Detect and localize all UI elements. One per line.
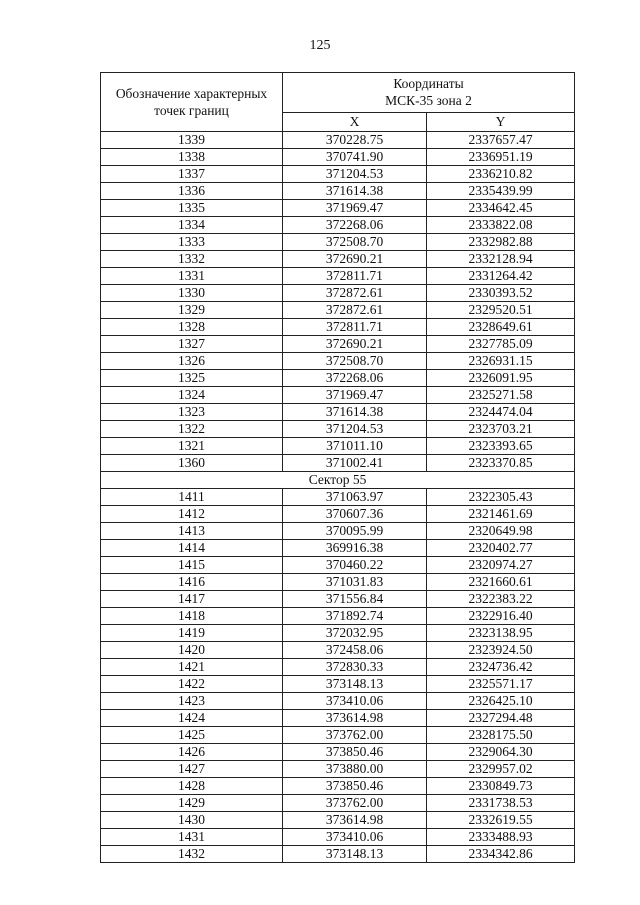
table-row bbox=[101, 608, 575, 625]
y-coordinate-cell: 2328649.61 bbox=[427, 319, 575, 336]
y-coordinate-cell: 2321660.61 bbox=[427, 574, 575, 591]
table-row bbox=[101, 710, 575, 727]
point-id-cell: 1419 bbox=[101, 625, 283, 642]
table-row bbox=[101, 812, 575, 829]
table-row bbox=[101, 149, 575, 166]
point-id-cell: 1417 bbox=[101, 591, 283, 608]
table-row bbox=[101, 183, 575, 200]
y-coordinate-cell: 2330393.52 bbox=[427, 285, 575, 302]
point-id-cell: 1430 bbox=[101, 812, 283, 829]
point-id-cell: 1431 bbox=[101, 829, 283, 846]
point-id-cell: 1426 bbox=[101, 744, 283, 761]
y-coordinate-cell: 2323138.95 bbox=[427, 625, 575, 642]
x-column-header: X bbox=[283, 112, 427, 131]
y-coordinate-cell: 2326091.95 bbox=[427, 370, 575, 387]
y-coordinate-cell: 2320974.27 bbox=[427, 557, 575, 574]
x-coordinate-cell: 371614.38 bbox=[283, 183, 427, 200]
table-row bbox=[101, 370, 575, 387]
x-coordinate-cell: 370095.99 bbox=[283, 523, 427, 540]
point-id-cell: 1418 bbox=[101, 608, 283, 625]
table-body-top bbox=[101, 132, 575, 472]
point-id-cell: 1327 bbox=[101, 336, 283, 353]
point-id-cell: 1427 bbox=[101, 761, 283, 778]
x-coordinate-cell: 373410.06 bbox=[283, 829, 427, 846]
y-coordinate-cell: 2322305.43 bbox=[427, 489, 575, 506]
y-coordinate-cell: 2320649.98 bbox=[427, 523, 575, 540]
point-id-cell: 1424 bbox=[101, 710, 283, 727]
y-coordinate-cell: 2333488.93 bbox=[427, 829, 575, 846]
coordinates-table bbox=[100, 72, 575, 863]
point-id-cell: 1328 bbox=[101, 319, 283, 336]
x-coordinate-cell: 373762.00 bbox=[283, 795, 427, 812]
sector-row bbox=[101, 472, 575, 489]
y-coordinate-cell: 2326931.15 bbox=[427, 353, 575, 370]
point-id-cell: 1337 bbox=[101, 166, 283, 183]
table-row bbox=[101, 829, 575, 846]
table-row bbox=[101, 761, 575, 778]
x-coordinate-cell: 372830.33 bbox=[283, 659, 427, 676]
point-id-cell: 1415 bbox=[101, 557, 283, 574]
point-id-cell: 1412 bbox=[101, 506, 283, 523]
y-coordinate-cell: 2327294.48 bbox=[427, 710, 575, 727]
y-coordinate-cell: 2325571.17 bbox=[427, 676, 575, 693]
table-row bbox=[101, 438, 575, 455]
table-row bbox=[101, 336, 575, 353]
table-row bbox=[101, 642, 575, 659]
point-id-cell: 1322 bbox=[101, 421, 283, 438]
x-coordinate-cell: 371204.53 bbox=[283, 421, 427, 438]
x-coordinate-cell: 373850.46 bbox=[283, 744, 427, 761]
point-id-cell: 1339 bbox=[101, 132, 283, 149]
x-coordinate-cell: 371614.38 bbox=[283, 404, 427, 421]
table-row bbox=[101, 166, 575, 183]
table-row bbox=[101, 557, 575, 574]
point-id-cell: 1411 bbox=[101, 489, 283, 506]
y-coordinate-cell: 2332128.94 bbox=[427, 251, 575, 268]
x-coordinate-cell: 373148.13 bbox=[283, 846, 427, 863]
x-coordinate-cell: 371031.83 bbox=[283, 574, 427, 591]
point-id-cell: 1330 bbox=[101, 285, 283, 302]
point-id-cell: 1324 bbox=[101, 387, 283, 404]
y-coordinate-cell: 2331264.42 bbox=[427, 268, 575, 285]
coordinates-header bbox=[283, 73, 575, 113]
x-coordinate-cell: 372268.06 bbox=[283, 370, 427, 387]
x-coordinate-cell: 373148.13 bbox=[283, 676, 427, 693]
table-row bbox=[101, 574, 575, 591]
table-row bbox=[101, 302, 575, 319]
x-coordinate-cell: 372508.70 bbox=[283, 234, 427, 251]
x-coordinate-cell: 370741.90 bbox=[283, 149, 427, 166]
table-row bbox=[101, 625, 575, 642]
y-coordinate-cell: 2334342.86 bbox=[427, 846, 575, 863]
point-id-cell: 1414 bbox=[101, 540, 283, 557]
point-id-cell: 1333 bbox=[101, 234, 283, 251]
table-row bbox=[101, 676, 575, 693]
point-id-cell: 1413 bbox=[101, 523, 283, 540]
point-id-cell: 1416 bbox=[101, 574, 283, 591]
x-coordinate-cell: 373762.00 bbox=[283, 727, 427, 744]
point-id-cell: 1425 bbox=[101, 727, 283, 744]
coordinate-system-label: МСК-35 зона 2 bbox=[385, 93, 472, 109]
x-coordinate-cell: 373850.46 bbox=[283, 778, 427, 795]
x-coordinate-cell: 372811.71 bbox=[283, 268, 427, 285]
table-row bbox=[101, 744, 575, 761]
y-coordinate-cell: 2336210.82 bbox=[427, 166, 575, 183]
y-column-header: Y bbox=[427, 112, 575, 131]
y-coordinate-cell: 2323393.65 bbox=[427, 438, 575, 455]
table-row bbox=[101, 217, 575, 234]
x-coordinate-cell: 373880.00 bbox=[283, 761, 427, 778]
x-coordinate-cell: 371204.53 bbox=[283, 166, 427, 183]
point-id-cell: 1329 bbox=[101, 302, 283, 319]
point-id-cell: 1326 bbox=[101, 353, 283, 370]
table-row bbox=[101, 353, 575, 370]
x-coordinate-cell: 371556.84 bbox=[283, 591, 427, 608]
y-coordinate-cell: 2335439.99 bbox=[427, 183, 575, 200]
table-row bbox=[101, 319, 575, 336]
y-coordinate-cell: 2327785.09 bbox=[427, 336, 575, 353]
coordinates-title: Координаты bbox=[393, 76, 464, 92]
x-coordinate-cell: 372690.21 bbox=[283, 251, 427, 268]
table-row bbox=[101, 387, 575, 404]
y-coordinate-cell: 2324736.42 bbox=[427, 659, 575, 676]
y-coordinate-cell: 2329520.51 bbox=[427, 302, 575, 319]
table-row bbox=[101, 200, 575, 217]
y-coordinate-cell: 2322383.22 bbox=[427, 591, 575, 608]
point-id-cell: 1360 bbox=[101, 455, 283, 472]
x-coordinate-cell: 372811.71 bbox=[283, 319, 427, 336]
point-id-cell: 1428 bbox=[101, 778, 283, 795]
table-body-bottom bbox=[101, 489, 575, 863]
point-id-cell: 1321 bbox=[101, 438, 283, 455]
y-coordinate-cell: 2331738.53 bbox=[427, 795, 575, 812]
table-row bbox=[101, 727, 575, 744]
table-row bbox=[101, 251, 575, 268]
sector-label: Сектор 55 bbox=[101, 472, 575, 489]
y-coordinate-cell: 2326425.10 bbox=[427, 693, 575, 710]
x-coordinate-cell: 371969.47 bbox=[283, 387, 427, 404]
y-coordinate-cell: 2337657.47 bbox=[427, 132, 575, 149]
y-coordinate-cell: 2329064.30 bbox=[427, 744, 575, 761]
x-coordinate-cell: 371011.10 bbox=[283, 438, 427, 455]
table-row bbox=[101, 778, 575, 795]
point-id-cell: 1422 bbox=[101, 676, 283, 693]
point-id-cell: 1421 bbox=[101, 659, 283, 676]
point-id-cell: 1423 bbox=[101, 693, 283, 710]
point-id-cell: 1338 bbox=[101, 149, 283, 166]
x-coordinate-cell: 370607.36 bbox=[283, 506, 427, 523]
y-coordinate-cell: 2325271.58 bbox=[427, 387, 575, 404]
point-id-cell: 1420 bbox=[101, 642, 283, 659]
table-row bbox=[101, 540, 575, 557]
table-row bbox=[101, 591, 575, 608]
table-row bbox=[101, 489, 575, 506]
table-row bbox=[101, 421, 575, 438]
x-coordinate-cell: 372508.70 bbox=[283, 353, 427, 370]
x-coordinate-cell: 372872.61 bbox=[283, 285, 427, 302]
x-coordinate-cell: 371969.47 bbox=[283, 200, 427, 217]
y-coordinate-cell: 2332619.55 bbox=[427, 812, 575, 829]
y-coordinate-cell: 2320402.77 bbox=[427, 540, 575, 557]
table-row bbox=[101, 693, 575, 710]
y-coordinate-cell: 2322916.40 bbox=[427, 608, 575, 625]
y-coordinate-cell: 2323703.21 bbox=[427, 421, 575, 438]
y-coordinate-cell: 2330849.73 bbox=[427, 778, 575, 795]
x-coordinate-cell: 370228.75 bbox=[283, 132, 427, 149]
x-coordinate-cell: 371892.74 bbox=[283, 608, 427, 625]
x-coordinate-cell: 372690.21 bbox=[283, 336, 427, 353]
x-coordinate-cell: 371002.41 bbox=[283, 455, 427, 472]
point-id-cell: 1335 bbox=[101, 200, 283, 217]
table-row bbox=[101, 795, 575, 812]
y-coordinate-cell: 2333822.08 bbox=[427, 217, 575, 234]
y-coordinate-cell: 2334642.45 bbox=[427, 200, 575, 217]
y-coordinate-cell: 2329957.02 bbox=[427, 761, 575, 778]
point-id-cell: 1325 bbox=[101, 370, 283, 387]
point-id-cell: 1432 bbox=[101, 846, 283, 863]
table-row bbox=[101, 285, 575, 302]
y-coordinate-cell: 2323370.85 bbox=[427, 455, 575, 472]
y-coordinate-cell: 2324474.04 bbox=[427, 404, 575, 421]
table-row bbox=[101, 234, 575, 251]
x-coordinate-cell: 372872.61 bbox=[283, 302, 427, 319]
sector-section bbox=[101, 472, 575, 489]
point-id-cell: 1331 bbox=[101, 268, 283, 285]
x-coordinate-cell: 373410.06 bbox=[283, 693, 427, 710]
table-row bbox=[101, 404, 575, 421]
y-coordinate-cell: 2336951.19 bbox=[427, 149, 575, 166]
table-row bbox=[101, 132, 575, 149]
y-coordinate-cell: 2332982.88 bbox=[427, 234, 575, 251]
x-coordinate-cell: 372032.95 bbox=[283, 625, 427, 642]
point-id-cell: 1429 bbox=[101, 795, 283, 812]
point-id-cell: 1323 bbox=[101, 404, 283, 421]
table-row bbox=[101, 506, 575, 523]
y-coordinate-cell: 2323924.50 bbox=[427, 642, 575, 659]
table-row bbox=[101, 455, 575, 472]
table-row bbox=[101, 659, 575, 676]
y-coordinate-cell: 2328175.50 bbox=[427, 727, 575, 744]
page-number: 125 bbox=[309, 38, 331, 53]
x-coordinate-cell: 373614.98 bbox=[283, 812, 427, 829]
point-id-cell: 1334 bbox=[101, 217, 283, 234]
x-coordinate-cell: 370460.22 bbox=[283, 557, 427, 574]
point-id-cell: 1332 bbox=[101, 251, 283, 268]
x-coordinate-cell: 372458.06 bbox=[283, 642, 427, 659]
x-coordinate-cell: 373614.98 bbox=[283, 710, 427, 727]
y-coordinate-cell: 2321461.69 bbox=[427, 506, 575, 523]
point-id-cell: 1336 bbox=[101, 183, 283, 200]
table-row bbox=[101, 846, 575, 863]
table-row bbox=[101, 268, 575, 285]
x-coordinate-cell: 371063.97 bbox=[283, 489, 427, 506]
point-column-header: Обозначение характерных точек границ bbox=[101, 73, 283, 132]
x-coordinate-cell: 369916.38 bbox=[283, 540, 427, 557]
table-row bbox=[101, 523, 575, 540]
x-coordinate-cell: 372268.06 bbox=[283, 217, 427, 234]
